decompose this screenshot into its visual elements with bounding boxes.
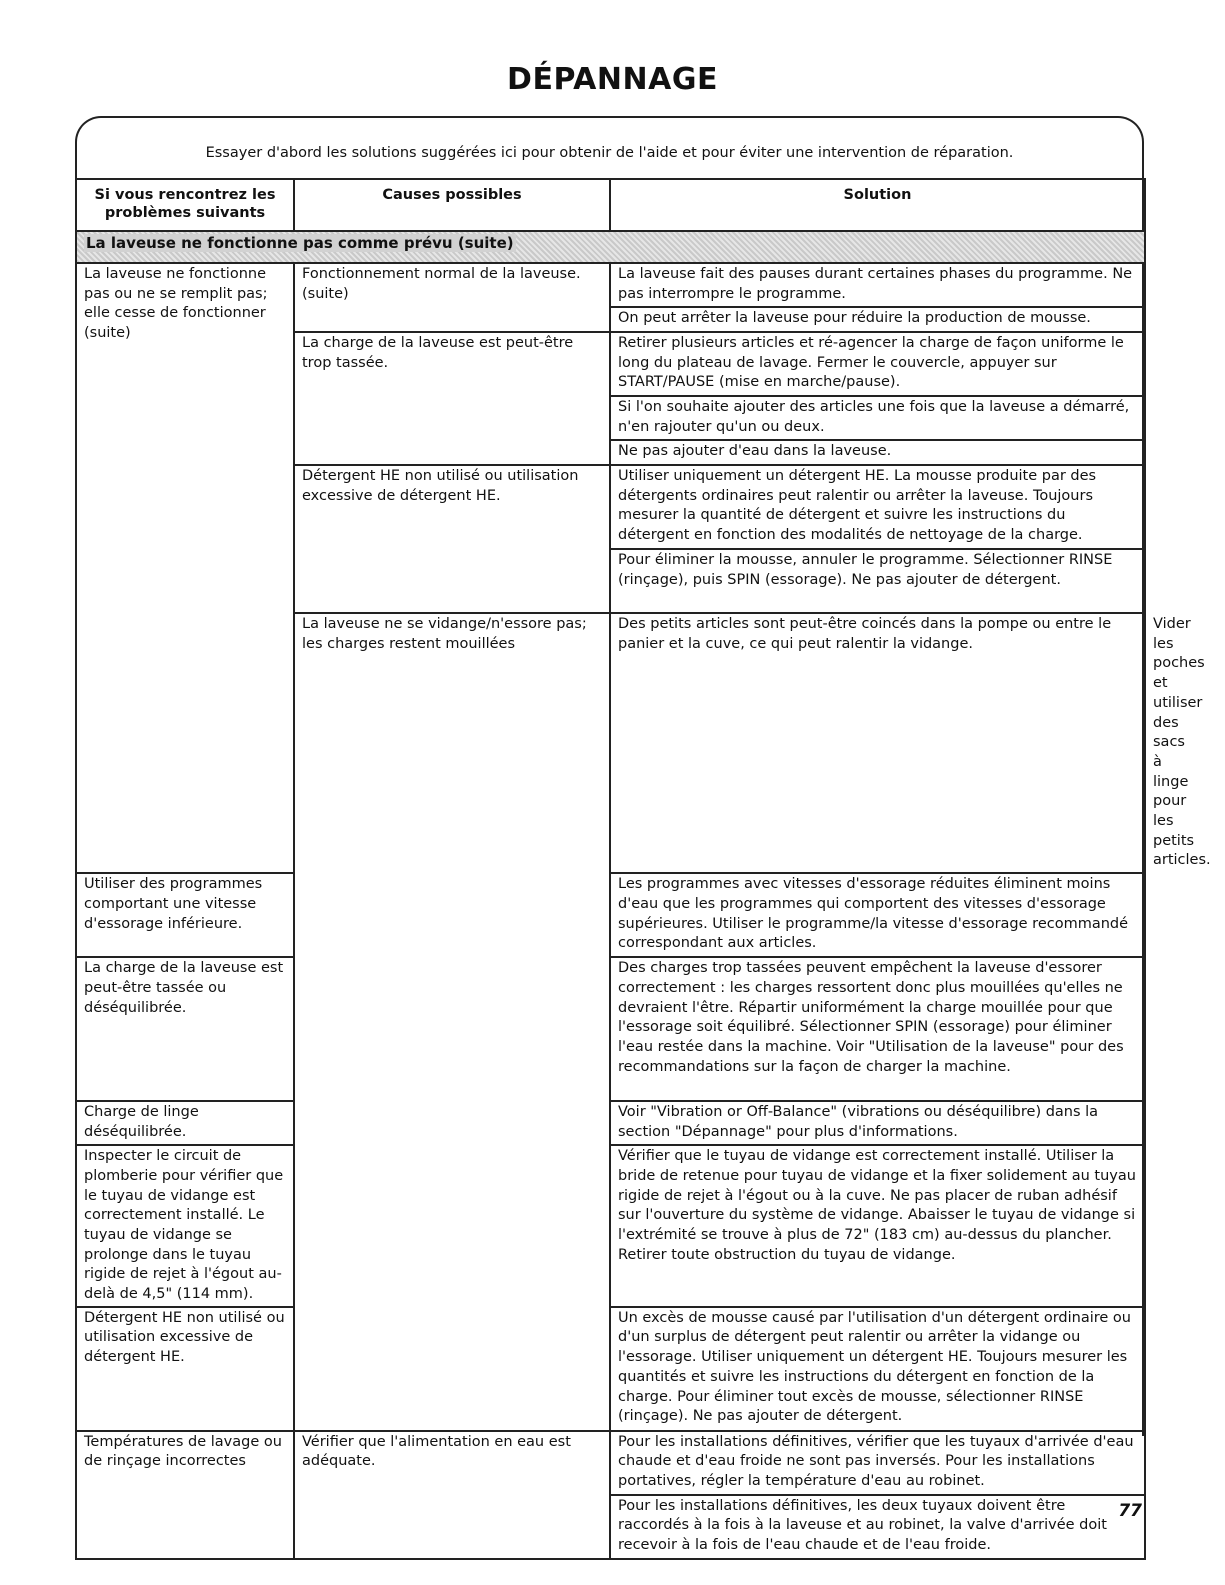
solution-cell: Un excès de mousse causé par l'utilisation d'un détergent ordinaire ou d'un surplus de détergent peut ralentir ou arrêter la vidange ou l'essorage. Utiliser uniquement un détergent HE. Toujours mesurer les quantités et suivre les instructions du détergent en fonction de la charge. Pour éliminer tout excès de mousse, sélectionner RINSE (rinçage). Ne pas ajouter de détergent. [610,1307,1145,1431]
section-heading-text: La laveuse ne fonctionne pas comme prévu (suite) [86,234,514,252]
table-row [76,1101,1145,1145]
header-solution: Solution [610,179,1145,231]
problem-cell: Températures de lavage ou de rinçage incorrectes [76,1431,294,1559]
table-row [76,1307,1145,1431]
cause-cell: Détergent HE non utilisé ou utilisation excessive de détergent HE. [76,1307,294,1431]
problem-cell: La laveuse ne fonctionne pas ou ne se remplit pas; elle cesse de fonctionner (suite) [76,263,294,873]
section-row [76,231,1145,263]
table-row [76,873,1145,957]
cause-cell: Utiliser des programmes comportant une vitesse d'essorage inférieure. [76,873,294,957]
solution-cell: Pour les installations définitives, vérifier que les tuyaux d'arrivée d'eau chaude et d'eau froide ne sont pas inversés. Pour les installations portatives, régler la température d'eau au robinet. [610,1431,1145,1495]
solution-cell: Des charges trop tassées peuvent empêchent la laveuse d'essorer correctement : les charges ressortent donc plus mouillées qu'elles ne devraient l'être. Répartir uniformément la charge mouillée pour que l'essorage soit équilibré. Sélectionner SPIN (essorage) pour éliminer l'eau restée dans la machine. Voir "Utilisation de la laveuse" pour des recommandations sur la façon de charger la machine. [610,957,1145,1101]
troubleshooting-table [75,178,1211,1560]
section-heading [76,231,1145,263]
header-problem: Si vous rencontrez les problèmes suivants [76,179,294,231]
cause-cell: Inspecter le circuit de plomberie pour vérifier que le tuyau de vidange est correctement installé. Le tuyau de vidange se prolonge dans le tuyau rigide de rejet à l'égout au-delà de 4,5" (114 mm). [76,1145,294,1307]
solution-cell: Retirer plusieurs articles et ré-agencer la charge de façon uniforme le long du plateau de lavage. Fermer le couvercle, appuyer sur START/PAUSE (mise en marche/pause). [610,332,1145,396]
cause-cell: La charge de la laveuse est peut-être trop tassée. [294,332,610,465]
solution-cell: Voir "Vibration or Off-Balance" (vibrations ou déséquilibre) dans la section "Dépannage" pour plus d'informations. [610,1101,1145,1145]
table-row [76,1431,1145,1495]
solution-cell: Si l'on souhaite ajouter des articles une fois que la laveuse a démarré, n'en rajouter qu'un ou deux. [610,396,1145,440]
problem-cell: La laveuse ne se vidange/n'essore pas; les charges restent mouillées [294,613,610,1431]
table-row [76,263,1145,307]
cause-cell: Fonctionnement normal de la laveuse. (suite) [294,263,610,332]
cause-cell: Vérifier que l'alimentation en eau est adéquate. [294,1431,610,1559]
page-number: 77 [1118,1501,1142,1521]
solution-cell: Vérifier que le tuyau de vidange est correctement installé. Utiliser la bride de retenue pour tuyau de vidange et la fixer solidement au tuyau rigide de rejet à l'égout ou à la cuve. Ne pas placer de ruban adhésif sur l'ouverture du système de vidange. Abaisser le tuyau de vidange si l'extrémité se trouve à plus de 72" (183 cm) au-dessus du plancher. Retirer toute obstruction du tuyau de vidange. [610,1145,1145,1307]
solution-cell: Pour les installations définitives, les deux tuyaux doivent être raccordés à la fois à la laveuse et au robinet, la valve d'arrivée doit recevoir à la fois de l'eau chaude et de l'eau froide. [610,1495,1145,1559]
solution-cell: Ne pas ajouter d'eau dans la laveuse. [610,440,1145,465]
table-row [76,957,1145,1101]
solution-cell: Les programmes avec vitesses d'essorage réduites éliminent moins d'eau que les programmes qui comportent des vitesses d'essorage supérieures. Utiliser le programme/la vitesse d'essorage recommandé correspondant aux articles. [610,873,1145,957]
cause-cell: Des petits articles sont peut-être coincés dans la pompe ou entre le panier et la cuve, ce qui peut ralentir la vidange. [610,613,1145,873]
header-cause: Causes possibles [294,179,610,231]
solution-cell: On peut arrêter la laveuse pour réduire la production de mousse. [610,307,1145,332]
cause-cell: La charge de la laveuse est peut-être tassée ou déséquilibrée. [76,957,294,1101]
page-title: DÉPANNAGE [507,62,718,97]
table-header-row [76,179,1145,231]
solution-cell: La laveuse fait des pauses durant certaines phases du programme. Ne pas interrompre le programme. [610,263,1145,307]
table-row: La laveuse ne se vidange/n'essore pas; les charges restent mouillées Des petits articles sont peut-être coincés dans la pompe ou entre le panier et la cuve, ce qui peut ralentir la vidange. Vider les poches et utiliser des sacs à linge pour les petits articles. [76,613,1145,873]
cause-cell: Charge de linge déséquilibrée. [76,1101,294,1145]
intro-text: Essayer d'abord les solutions suggérées ici pour obtenir de l'aide et pour éviter une intervention de réparation. [205,145,1014,161]
table-row [76,1145,1145,1307]
cause-cell: Détergent HE non utilisé ou utilisation excessive de détergent HE. [294,465,610,613]
solution-cell: Pour éliminer la mousse, annuler le programme. Sélectionner RINSE (rinçage), puis SPIN (essorage). Ne pas ajouter de détergent. [610,549,1145,613]
solution-cell: Utiliser uniquement un détergent HE. La mousse produite par des détergents ordinaires peut ralentir ou arrêter la laveuse. Toujours mesurer la quantité de détergent et suivre les instructions du détergent en fonction des modalités de nettoyage de la charge. [610,465,1145,549]
